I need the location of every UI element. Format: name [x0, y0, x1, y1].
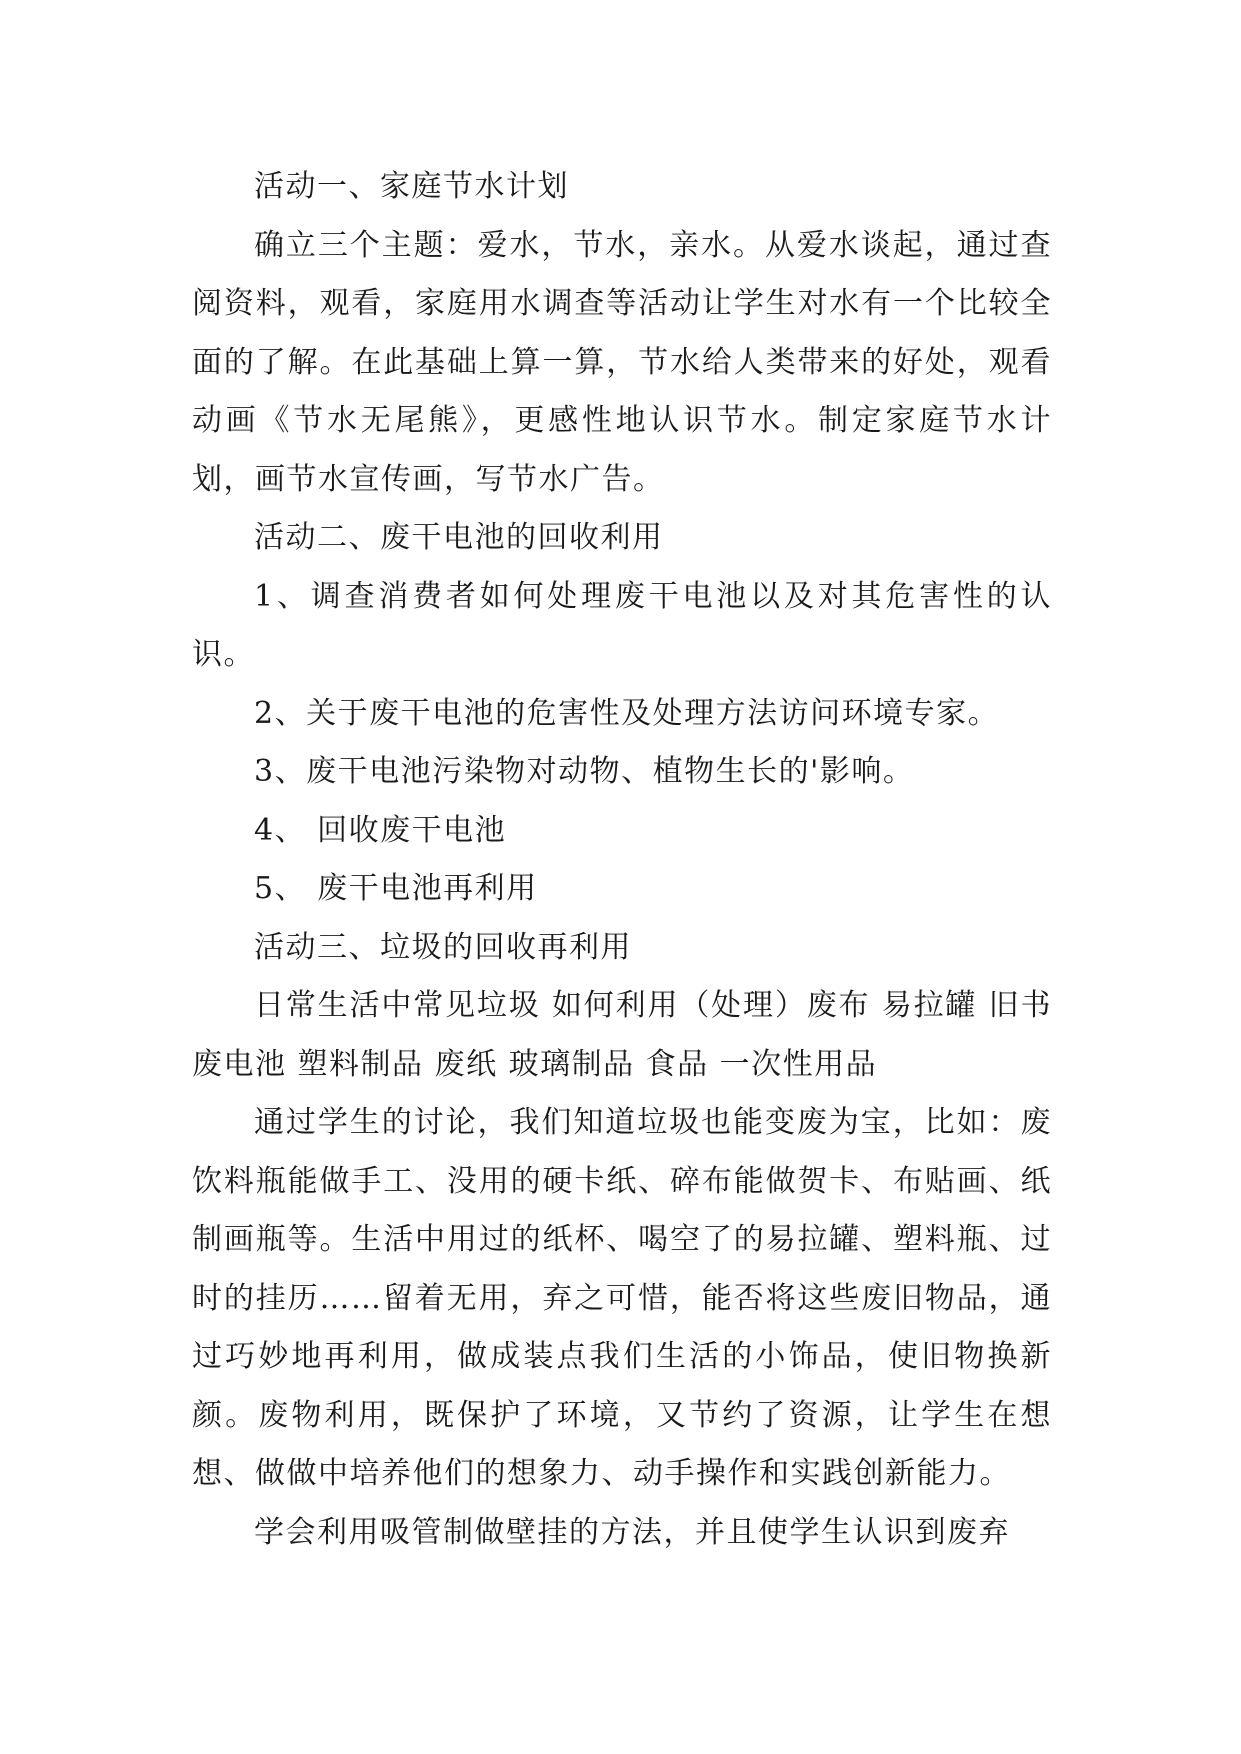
- document-body: [192, 158, 1052, 1562]
- heading-activity-1: 活动一、家庭节水计划: [254, 169, 569, 204]
- paragraph-water-saving: 确立三个主题：爱水，节水，亲水。从爱水谈起，通过查阅资料，观看，家庭用水调查等活动让学生对水有一个比较全面的了解。在此基础上算一算，节水给人类带来的好处，观看动画《节水无尾熊》，更感性地认识节水。制定家庭节水计划，画节水宣传画，写节水广告。: [192, 227, 1052, 497]
- list-item-5: 5、 废干电池再利用: [254, 871, 538, 906]
- list-item-1: 1、调查消费者如何处理废干电池以及对其危害性的认识。: [192, 578, 1052, 672]
- paragraph-discussion: 通过学生的讨论，我们知道垃圾也能变废为宝，比如：废饮料瓶能做手工、没用的硬卡纸、碎布能做贺卡、布贴画、纸制画瓶等。生活中用过的纸杯、喝空了的易拉罐、塑料瓶、过时的挂历……留着无用，弃之可惜，能否将这些废旧物品，通过巧妙地再利用，做成装点我们生活的小饰品，使旧物换新颜。废物利用，既保护了环境，又节约了资源，让学生在想想、做做中培养他们的想象力、动手操作和实践创新能力。: [192, 1105, 1052, 1491]
- list-item-3: 3、废干电池污染物对动物、植物生长的'影响。: [254, 754, 915, 789]
- heading-activity-2: 活动二、废干电池的回收利用: [254, 520, 664, 555]
- paragraph-common-garbage: 日常生活中常见垃圾 如何利用（处理）废布 易拉罐 旧书废电池 塑料制品 废纸 玻璃制品 食品 一次性用品: [192, 988, 1052, 1082]
- heading-activity-3: 活动三、垃圾的回收再利用: [254, 929, 632, 965]
- list-item-4: 4、 回收废干电池: [254, 812, 507, 848]
- paragraph-straw-wall-hanging: 学会利用吸管制做壁挂的方法，并且使学生认识到废弃: [254, 1514, 1010, 1550]
- list-item-2: 2、关于废干电池的危害性及处理方法访问环境专家。: [254, 695, 1000, 731]
